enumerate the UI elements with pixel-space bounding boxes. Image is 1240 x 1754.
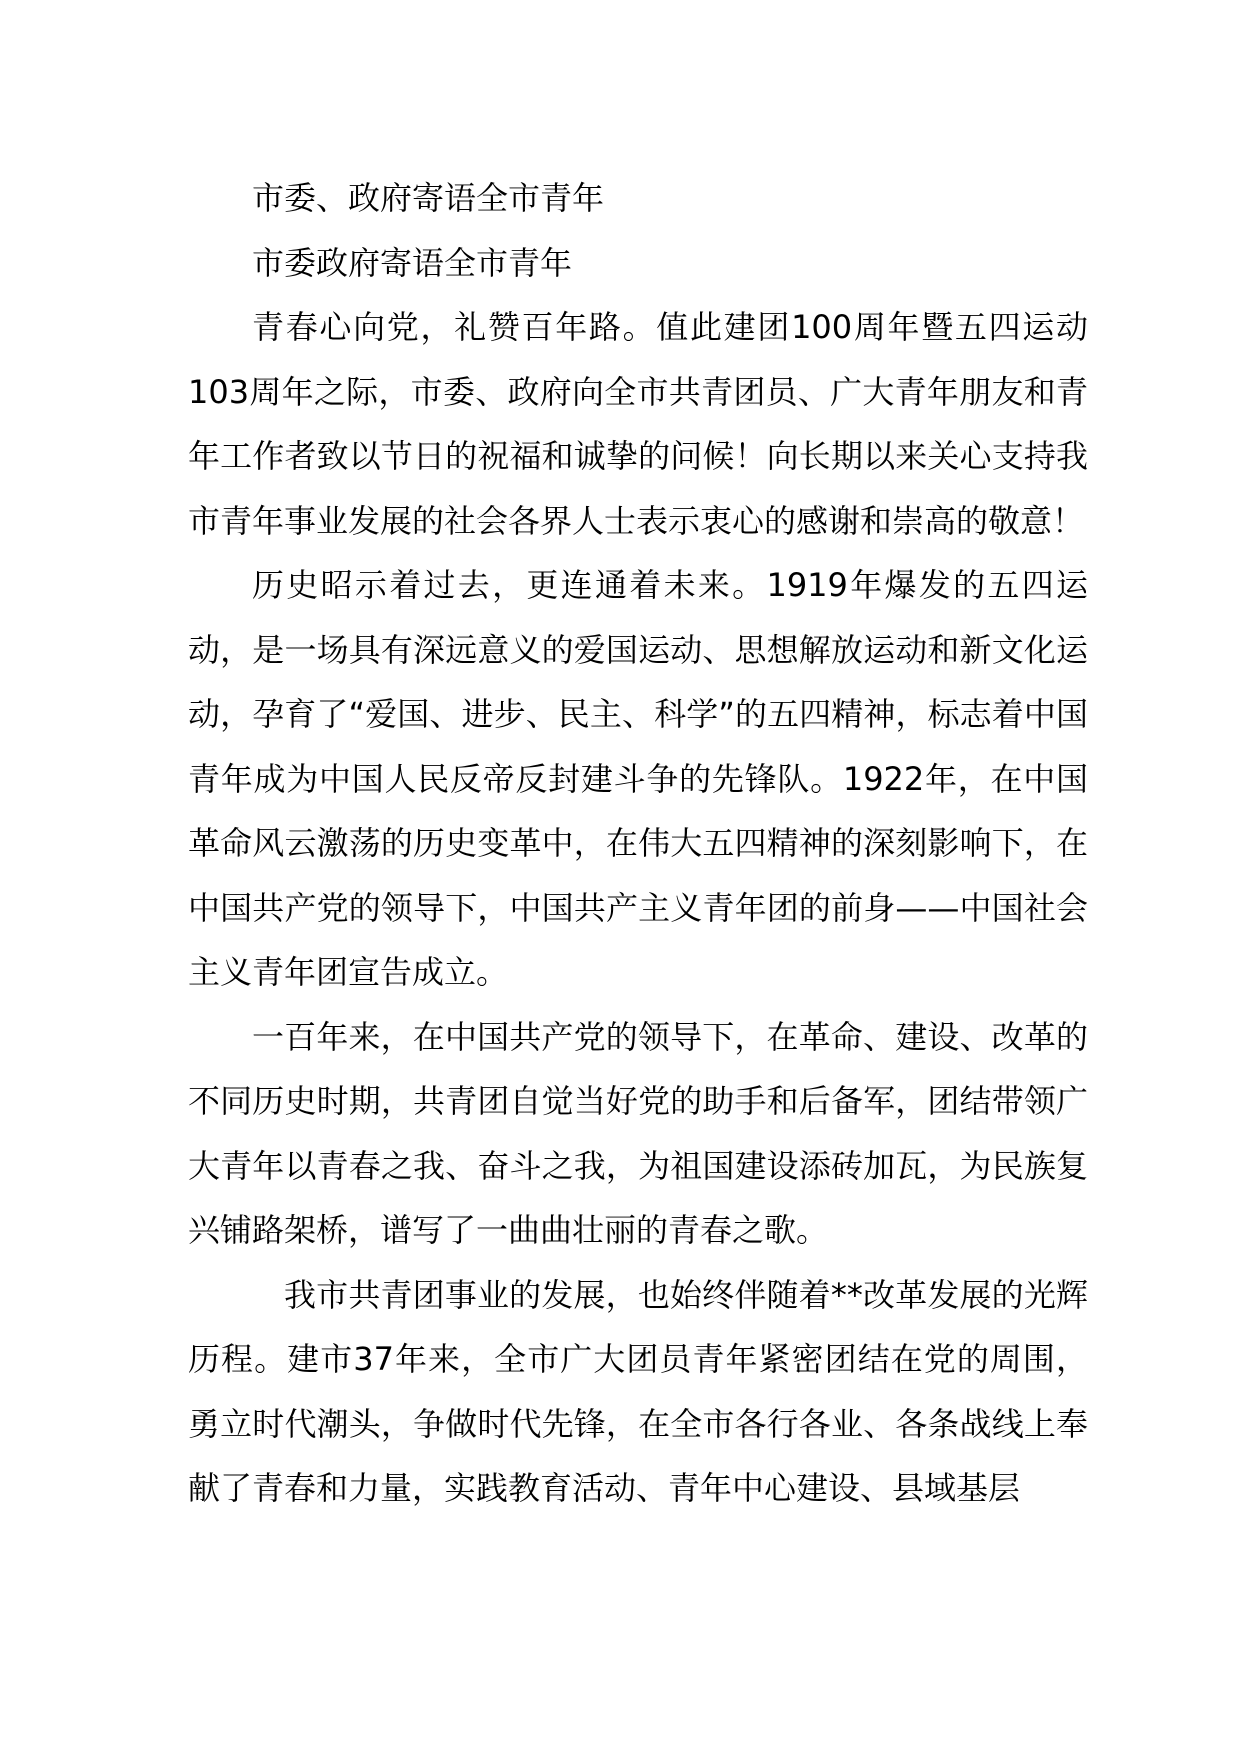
paragraph-2: 历史昭示着过去，更连通着未来。1919年爆发的五四运动，是一场具有深远意义的爱国运动、思想解放运动和新文化运动，孕育了“爱国、进步、民主、科学”的五四精神，标志着中国青年成为中国人民反帝反封建斗争的先锋队。1922年，在中国革命风云激荡的历史变革中，在伟大五四精神的深刻影响下，在中国共产党的领导下，中国共产主义青年团的前身——中国社会主义青年团宣告成立。 — [188, 566, 1088, 991]
document-title: 市委、政府寄语全市青年 — [252, 179, 605, 217]
paragraph-3: 一百年来，在中国共产党的领导下，在革命、建设、改革的不同历史时期，共青团自觉当好党的助手和后备军，团结带领广大青年以青春之我、奋斗之我，为祖国建设添砖加瓦，为民族复兴铺路架桥，谱写了一曲曲壮丽的青春之歌。 — [188, 1017, 1088, 1249]
paragraph-4: 我市共青团事业的发展，也始终伴随着**改革发展的光辉历程。建市37年来，全市广大团员青年紧密团结在党的周围，勇立时代潮头，争做时代先锋，在全市各行各业、各条战线上奉献了青春和力量，实践教育活动、青年中心建设、县域基层 — [188, 1275, 1088, 1507]
paragraph-1: 青春心向党，礼赞百年路。值此建团100周年暨五四运动103周年之际，市委、政府向全市共青团员、广大青年朋友和青年工作者致以节日的祝福和诚挚的问候！向长期以来关心支持我市青年事业发展的社会各界人士表示衷心的感谢和崇高的敬意！ — [188, 308, 1088, 540]
document-subtitle: 市委政府寄语全市青年 — [252, 243, 573, 282]
document-body — [188, 166, 1088, 1521]
